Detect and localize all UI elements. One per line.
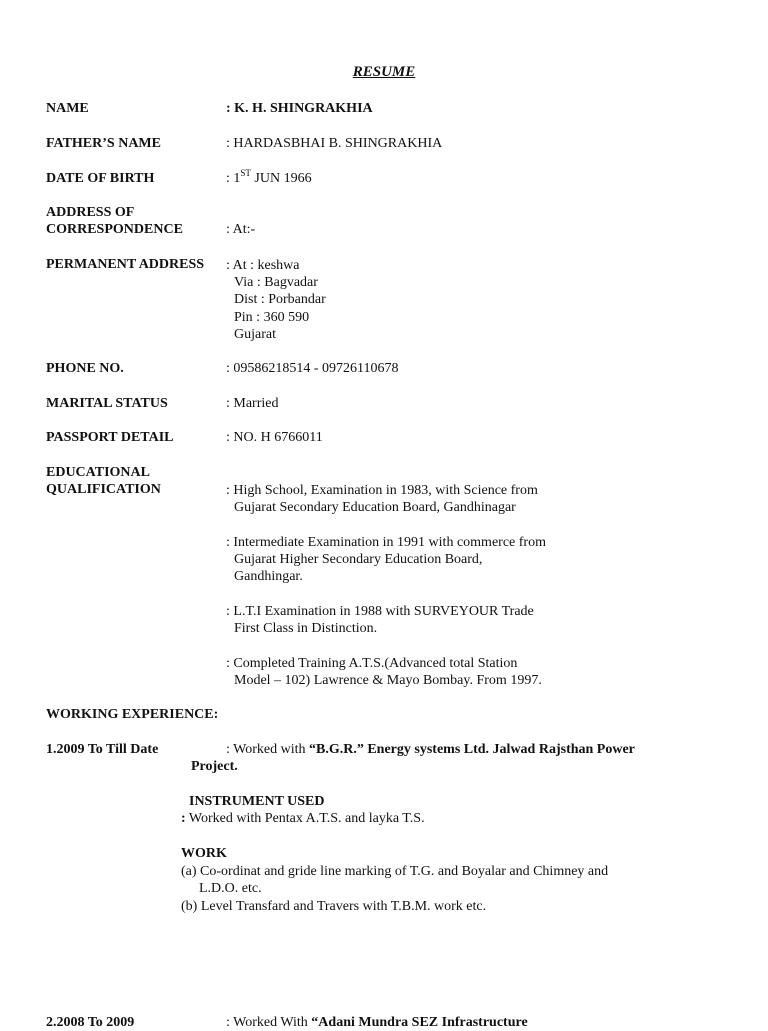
job1-company-cont: Project. xyxy=(191,759,238,774)
education-item: : Intermediate Examination in 1991 with commerce from xyxy=(226,535,546,550)
marital-status-value: : Married xyxy=(226,396,279,411)
father-name-value: : HARDASBHAI B. SHINGRAKHIA xyxy=(226,136,443,151)
job1-company: “B.G.R.” Energy systems Ltd. Jalwad Rajsthan Power xyxy=(309,742,635,757)
instrument-text xyxy=(181,811,425,827)
job2-company-line xyxy=(226,1015,528,1031)
permanent-address-line: Dist : Porbandar xyxy=(234,292,326,307)
dob-prefix: : 1 xyxy=(226,171,241,186)
father-name-label: FATHER’S NAME xyxy=(46,136,161,151)
job1-period: 1.2009 To Till Date xyxy=(46,742,159,757)
work-line: (b) Level Transfard and Travers with T.B.M. work etc. xyxy=(181,899,487,914)
education-item: Model – 102) Lawrence & Mayo Bombay. From 1997. xyxy=(234,673,542,688)
work-line: (a) Co-ordinat and gride line marking of T.G. and Boyalar and Chimney and xyxy=(181,864,609,879)
dob-superscript: ST xyxy=(240,168,251,178)
permanent-address-line: Gujarat xyxy=(234,327,276,342)
education-item: Gujarat Higher Secondary Education Board, xyxy=(234,552,483,567)
correspondence-label-line1: ADDRESS OF xyxy=(46,205,135,220)
passport-label: PASSPORT DETAIL xyxy=(46,430,174,445)
job2-period: 2.2008 To 2009 xyxy=(46,1015,135,1030)
job2-pre: : Worked With xyxy=(226,1015,312,1030)
education-item: Gandhingar. xyxy=(234,569,303,584)
instrument-heading: INSTRUMENT USED xyxy=(189,794,325,809)
dob-label: DATE OF BIRTH xyxy=(46,171,155,186)
job2-company: “Adani Mundra SEZ Infrastructure xyxy=(311,1015,528,1030)
education-label-line1: EDUCATIONAL xyxy=(46,465,150,480)
education-label-line2: QUALIFICATION xyxy=(46,482,161,497)
name-label: NAME xyxy=(46,101,89,116)
education-item: First Class in Distinction. xyxy=(234,621,378,636)
permanent-address-label: PERMANENT ADDRESS xyxy=(46,257,205,272)
education-item: Gujarat Secondary Education Board, Gandhinagar xyxy=(234,500,516,515)
permanent-address-line: : At : keshwa xyxy=(226,258,300,273)
education-item: : High School, Examination in 1983, with Science from xyxy=(226,483,538,498)
education-item: : Completed Training A.T.S.(Advanced total Station xyxy=(226,656,518,671)
experience-heading: WORKING EXPERIENCE: xyxy=(46,707,219,722)
name-value: : K. H. SHINGRAKHIA xyxy=(226,101,373,116)
dob-value xyxy=(226,168,312,187)
permanent-address-line: Via : Bagvadar xyxy=(234,275,318,290)
phone-value: : 09586218514 - 09726110678 xyxy=(226,361,399,376)
permanent-address-line: Pin : 360 590 xyxy=(234,310,310,325)
correspondence-label-line2: CORRESPONDENCE xyxy=(46,222,183,237)
work-line: L.D.O. etc. xyxy=(199,881,262,896)
page-title: RESUME xyxy=(352,64,416,80)
correspondence-value: : At:- xyxy=(226,222,256,237)
dob-suffix: JUN 1966 xyxy=(250,171,312,186)
job1-company-line xyxy=(226,742,635,758)
passport-value: : NO. H 6766011 xyxy=(226,430,323,445)
instrument-colon: : xyxy=(181,811,186,826)
education-item: : L.T.I Examination in 1988 with SURVEYOUR Trade xyxy=(226,604,534,619)
phone-label: PHONE NO. xyxy=(46,361,124,376)
job1-pre: : Worked with xyxy=(226,742,309,757)
work-heading: WORK xyxy=(181,846,227,861)
marital-status-label: MARITAL STATUS xyxy=(46,396,168,411)
instrument-detail: Worked with Pentax A.T.S. and layka T.S. xyxy=(185,811,425,826)
